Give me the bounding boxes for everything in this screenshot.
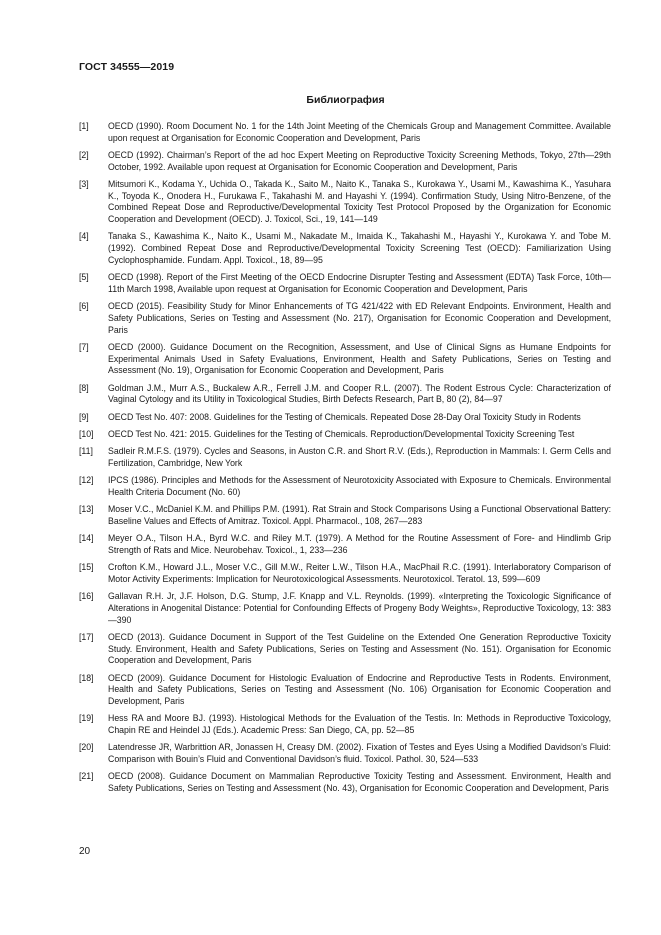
reference-number: [4] xyxy=(79,231,89,242)
reference-text: OECD (2000). Guidance Document on the Recognition, Assessment, and Use of Clinical Signs as Humane Endpoints for Experimental Animals Used in Safety Evaluations, Environment, Health and Safety Publications, Series on Testing and Assessment (No. 19), Organisation for Economic Cooperation and Development, Paris xyxy=(108,341,611,376)
reference-text: OECD Test No. 407: 2008. Guidelines for the Testing of Chemicals. Repeated Dose 28-Day Oral Toxicity Study in Rodents xyxy=(108,411,581,422)
reference-item xyxy=(79,150,611,173)
reference-text: Meyer O.A., Tilson H.A., Byrd W.C. and Riley M.T. (1979). A Method for the Routine Assessment of Fore- and Hindlimb Grip Strength of Rats and Mice. Neurobehav. Toxicol., 1, 233—236 xyxy=(108,533,611,555)
reference-item xyxy=(79,342,611,377)
reference-text: Sadleir R.M.F.S. (1979). Cycles and Seasons, in Auston C.R. and Short R.V. (Eds.), Reproduction in Mammals: I. Germ Cells and Fertilization, Cambridge, New York xyxy=(108,446,611,468)
reference-number: [16] xyxy=(79,591,94,602)
reference-text: OECD (2015). Feasibility Study for Minor Enhancements of TG 421/422 with ED Relevant Endpoints. Environment, Health and Safety Publications, Series on Testing and Assessment (No. 217), Organisation for Economic Cooperation and Development, Paris xyxy=(108,301,611,335)
reference-item xyxy=(79,429,611,441)
reference-item xyxy=(79,412,611,424)
reference-text: OECD (2008). Guidance Document on Mammalian Reproductive Toxicity Testing and Assessment. Environment, Health and Safety Publications, Series on Testing and Assessment (No. 43), Organisation for Economic Cooperation and Development, Paris xyxy=(108,771,611,793)
reference-number: [10] xyxy=(79,428,94,439)
reference-number: [7] xyxy=(79,341,89,352)
reference-item xyxy=(79,121,611,144)
document-code-header: ГОСТ 34555—2019 xyxy=(79,61,175,73)
reference-number: [17] xyxy=(79,631,94,642)
reference-text: OECD (1990). Room Document No. 1 for the 14th Joint Meeting of the Chemicals Group and Management Committee. Available upon request at Organisation for Economic Cooperation and Development, Paris xyxy=(108,121,611,143)
reference-text: OECD (2009). Guidance Document for Histologic Evaluation of Endocrine and Reproductive Tests in Rodents. Environment, Health and Safety Publications, Series on Testing and Assessment (No. 106) Organisation for Economic Cooperation and Development, Paris xyxy=(108,672,611,706)
reference-number: [12] xyxy=(79,475,94,486)
reference-number: [19] xyxy=(79,713,94,724)
reference-number: [14] xyxy=(79,533,94,544)
reference-number: [6] xyxy=(79,301,89,312)
reference-item xyxy=(79,533,611,556)
reference-number: [8] xyxy=(79,382,89,393)
reference-number: [13] xyxy=(79,504,94,515)
reference-number: [2] xyxy=(79,150,89,160)
reference-number: [3] xyxy=(79,179,89,189)
reference-text: OECD (2013). Guidance Document in Support of the Test Guideline on the Extended One Generation Reproductive Toxicity Study. Environment, Health and Safety Publications, Series on Testing and Assessment (No. 151). Organisation for Economic Cooperation and Development, Paris xyxy=(108,631,611,666)
reference-item xyxy=(79,713,611,736)
reference-item xyxy=(79,301,611,336)
reference-text: Gallavan R.H. Jr, J.F. Holson, D.G. Stump, J.F. Knapp and V.L. Reynolds. (1999). «Interpreting the Toxicologic Significance of Alterations in Anogenital Distance: Potential for Confounding Effects of Progeny Body Weights», Reproductive Toxicology, 13: 383—390 xyxy=(108,591,611,625)
reference-number: [9] xyxy=(79,411,89,422)
reference-item xyxy=(79,632,611,667)
reference-number: [20] xyxy=(79,742,94,753)
reference-item xyxy=(79,562,611,585)
reference-item xyxy=(79,475,611,498)
reference-text: Hess RA and Moore BJ. (1993). Histological Methods for the Evaluation of the Testis. In: Methods in Reproductive Toxicology, Chapin RE and Heindel JJ (Eds.). Academic Press: San Diego, CA, pp. 52—85 xyxy=(108,713,611,735)
reference-number: [5] xyxy=(79,272,89,283)
reference-item xyxy=(79,742,611,765)
reference-item xyxy=(79,272,611,295)
reference-text: Crofton K.M., Howard J.L., Moser V.C., Gill M.W., Reiter L.W., Tilson H.A., MacPhail R.C. (1991). Interlaboratory Comparison of Motor Activity Experiments: Implication for Neurotoxicological Assessments. Neurotoxicol. Teratol. 13, 599—609 xyxy=(108,562,611,584)
reference-number: [18] xyxy=(79,672,94,683)
reference-list xyxy=(79,121,611,800)
reference-item xyxy=(79,231,611,266)
reference-text: IPCS (1986). Principles and Methods for the Assessment of Neurotoxicity Associated with Exposure to Chemicals. Environmental Health Criteria Document (No. 60) xyxy=(108,475,611,497)
reference-item xyxy=(79,771,611,794)
reference-text: Goldman J.M., Murr A.S., Buckalew A.R., Ferrell J.M. and Cooper R.L. (2007). The Rodent Estrous Cycle: Characterization of Vaginal Cytology and its Utility in Toxicological Studies, Birth Defects Research, Part B, 80 (2), 84—97 xyxy=(108,382,611,405)
reference-text: Latendresse JR, Warbrittion AR, Jonassen H, Creasy DM. (2002). Fixation of Testes and Eyes Using a Modified Davidson’s Fluid: Comparison with Bouin’s Fluid and Conventional Davidson’s fluid. Toxicol. Pathol. 30, 524—533 xyxy=(108,742,611,764)
reference-text: Mitsumori K., Kodama Y., Uchida O., Takada K., Saito M., Naito K., Tanaka S., Kurokawa Y., Usami M., Kawashima K., Yasuhara K., Toyoda K., Onodera H., Furukawa F., Takahashi M. and Hayashi Y. (1994). Confirmation Study, Using Nitro-Benzene, of the Combined Repeat Dose and Reproductive/Developmental Toxicity Test Protocol Proposed by the Organization for Economic Cooperation and Development (OECD). J. Toxicol, Sci., 19, 141—149 xyxy=(108,179,611,225)
reference-item xyxy=(79,446,611,469)
reference-item xyxy=(79,383,611,406)
reference-number: [15] xyxy=(79,562,94,573)
bibliography-title: Библиография xyxy=(306,94,385,106)
reference-number: [1] xyxy=(79,121,89,131)
page-number: 20 xyxy=(79,846,91,857)
reference-number: [21] xyxy=(79,771,94,782)
reference-text: OECD Test No. 421: 2015. Guidelines for the Testing of Chemicals. Reproduction/Developmental Toxicity Screening Test xyxy=(108,428,575,439)
reference-number: [11] xyxy=(79,446,93,457)
reference-item xyxy=(79,591,611,626)
reference-text: Tanaka S., Kawashima K., Naito K., Usami M., Nakadate M., Imaida K., Takahashi M., Hayashi Y., Kurokawa Y. and Tobe M. (1992). Combined Repeat Dose and Reproductive/Developmental Toxicity Screening Test (OECD): Familiarization Using Cyclophosphamide. Fundam. Appl. Toxicol., 18, 89—95 xyxy=(108,231,611,265)
reference-text: OECD (1992). Chairman’s Report of the ad hoc Expert Meeting on Reproductive Toxicity Screening Methods, Tokyo, 27th—29th October, 1992. Available upon request at Organisation for Economic Cooperation and Development, Paris xyxy=(108,150,611,172)
reference-text: OECD (1998). Report of the First Meeting of the OECD Endocrine Disrupter Testing and Assessment (EDTA) Task Force, 10th—11th March 1998, Available upon request at Organisation for Economic Cooperation and Development, Paris xyxy=(108,272,611,294)
reference-item xyxy=(79,179,611,226)
reference-text: Moser V.C., McDaniel K.M. and Phillips P.M. (1991). Rat Strain and Stock Comparisons Using a Functional Observational Battery: Baseline Values and Effects of Amitraz. Toxicol. Appl. Pharmacol., 108, 267—283 xyxy=(108,504,611,526)
reference-item xyxy=(79,504,611,527)
reference-item xyxy=(79,673,611,708)
